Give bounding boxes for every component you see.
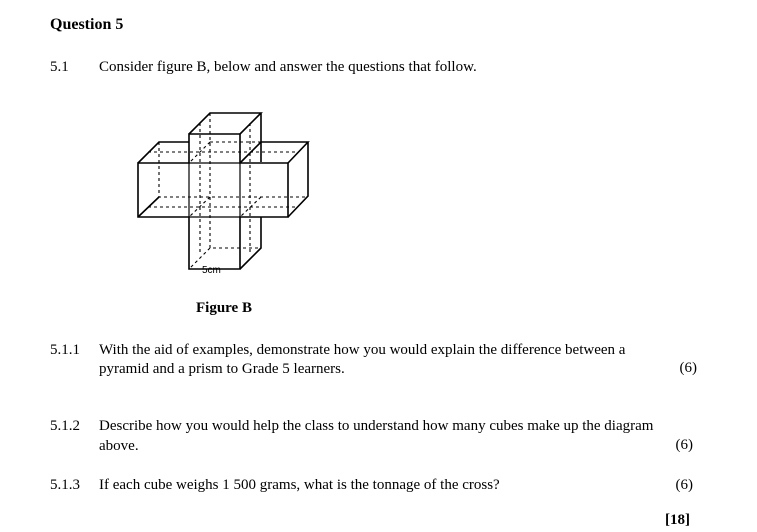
dimension-label: 5cm [202,265,221,275]
cross-front-outline [138,134,288,269]
q51-number: 5.1 [50,59,69,75]
q512-number: 5.1.2 [50,418,80,434]
q512-line2: above. [99,438,139,454]
figure-caption: Figure B [196,300,252,316]
cross-front-inner-lines [189,163,240,217]
question-heading: Question 5 [50,16,124,33]
q512-line1: Describe how you would help the class to understand how many cubes make up the diagram [99,418,654,434]
figure-b-cube-cross [130,105,315,275]
q511-number: 5.1.1 [50,342,80,358]
q512-marks: (6) [675,437,693,453]
q51-text: Consider figure B, below and answer the questions that follow. [99,59,477,75]
total-marks: [18] [665,512,690,528]
hidden-edges [138,113,308,269]
q513-number: 5.1.3 [50,477,80,493]
q511-line1: With the aid of examples, demonstrate how you would explain the difference between a [99,342,626,358]
q511-line2: pyramid and a prism to Grade 5 learners. [99,361,345,377]
q513-marks: (6) [675,477,693,493]
q511-marks: (6) [679,360,697,376]
q513-line1: If each cube weighs 1 500 grams, what is the tonnage of the cross? [99,477,500,493]
left-cube-depth [138,142,189,217]
